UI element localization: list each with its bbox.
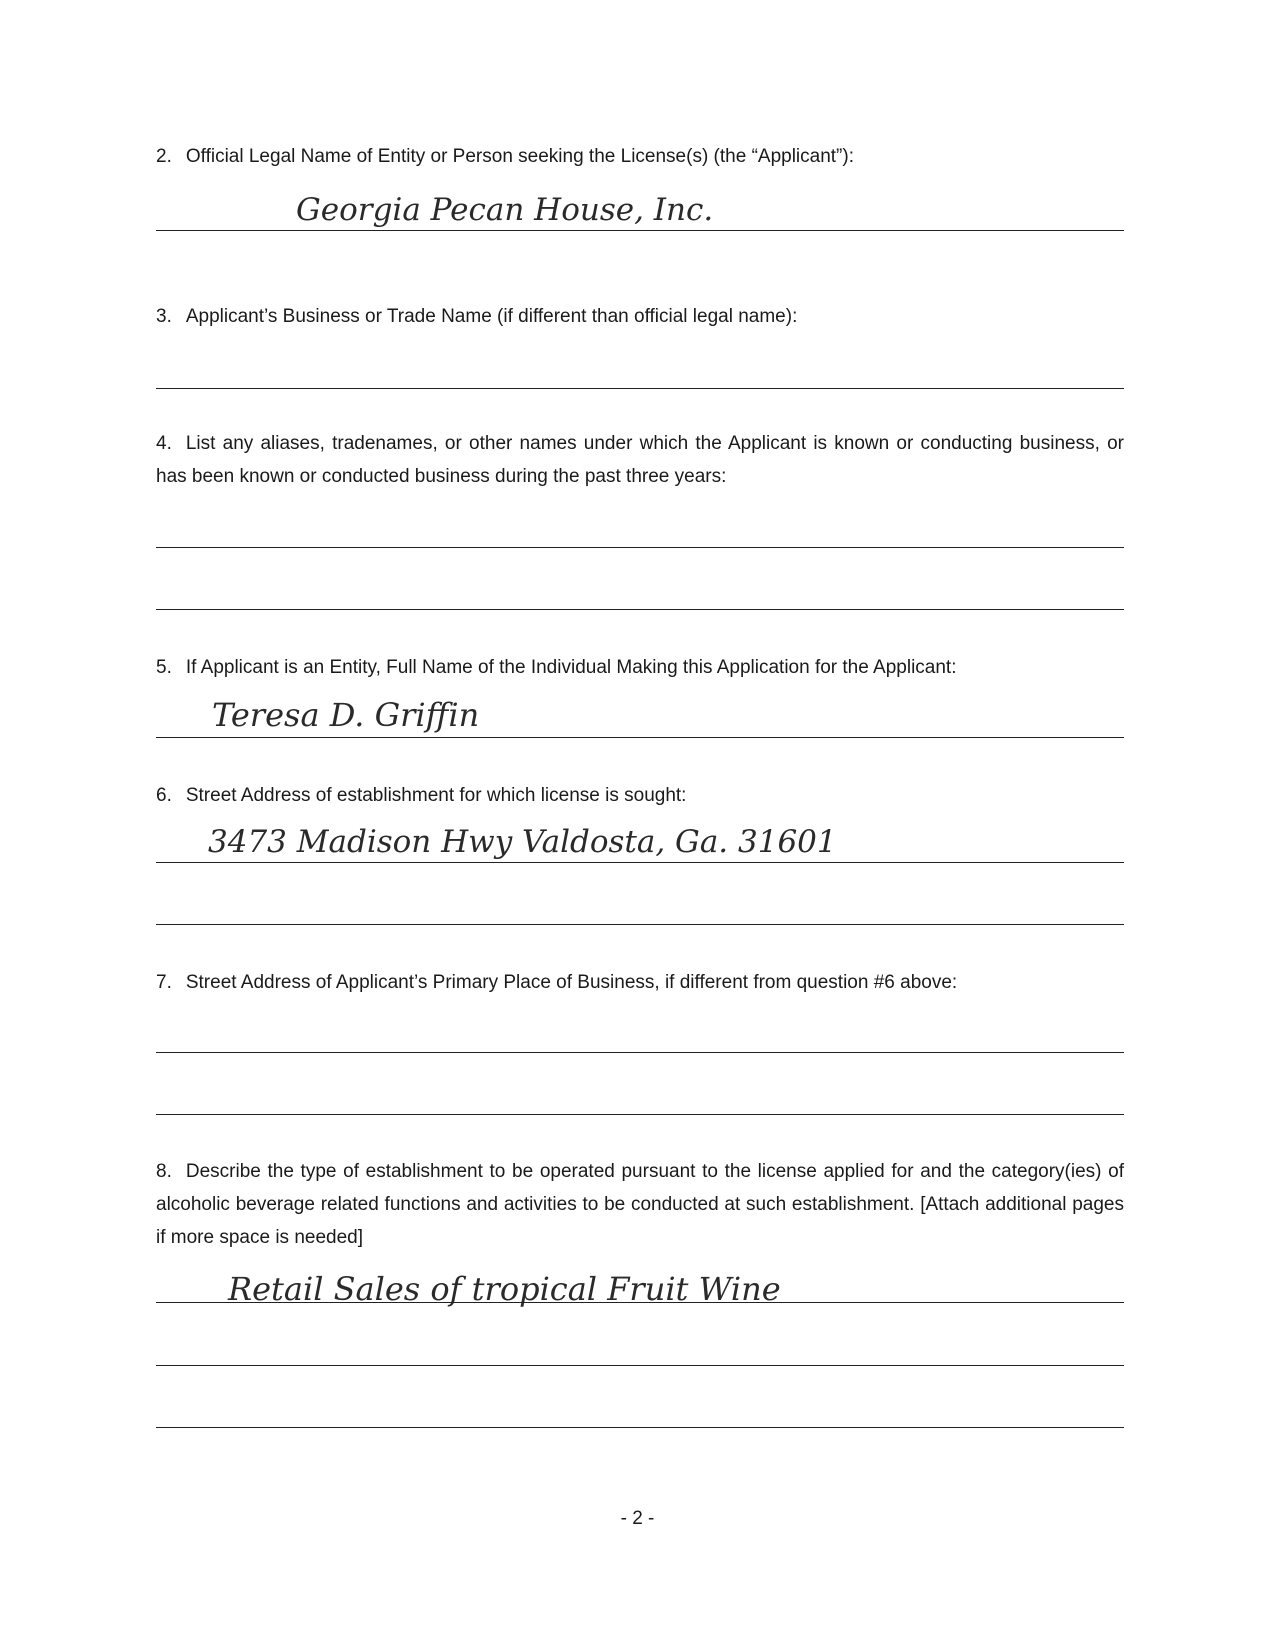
question-number: 3.: [156, 306, 172, 327]
answer-line-aliases-2[interactable]: [156, 609, 1124, 610]
question-number: 8.: [156, 1161, 172, 1182]
handwritten-establishment-description: Retail Sales of tropical Fruit Wine: [228, 1270, 781, 1308]
question-number: 7.: [156, 972, 172, 993]
answer-line-primary-business-1[interactable]: [156, 1052, 1124, 1053]
question-2: [156, 140, 1124, 173]
answer-line-aliases-1[interactable]: [156, 547, 1124, 548]
question-text: Street Address of establishment for which license is sought:: [185, 785, 687, 806]
answer-line-legal-name[interactable]: [156, 230, 1124, 231]
page-number: - 2 -: [620, 1508, 655, 1529]
handwritten-individual-name: Teresa D. Griffin: [212, 696, 480, 734]
question-text: If Applicant is an Entity, Full Name of the Individual Making this Application for the Applicant:: [185, 657, 957, 678]
question-text: List any aliases, tradenames, or other names under which the Applicant is known or conducting business, or has been known or conducted business during the past three years:: [156, 433, 1124, 487]
question-8: [156, 1155, 1124, 1254]
question-4: [156, 427, 1124, 493]
answer-line-individual-name[interactable]: [156, 737, 1124, 738]
answer-line-trade-name[interactable]: [156, 388, 1124, 389]
handwritten-street-address: 3473 Madison Hwy Valdosta, Ga. 31601: [208, 824, 837, 860]
question-text: Describe the type of establishment to be operated pursuant to the license applied for and the category(ies) of alcoholic beverage related functions and activities to be conducted at such establishment. [Attach additional pages if more space is needed]: [156, 1161, 1124, 1248]
answer-line-street-address-1[interactable]: [156, 862, 1124, 863]
answer-line-description-1[interactable]: [156, 1302, 1124, 1303]
question-7: [156, 966, 1124, 999]
question-5: [156, 651, 1124, 684]
question-number: 2.: [156, 146, 172, 167]
answer-line-description-2[interactable]: [156, 1365, 1124, 1366]
answer-line-description-3[interactable]: [156, 1427, 1124, 1428]
answer-line-primary-business-2[interactable]: [156, 1114, 1124, 1115]
question-3: [156, 300, 1124, 333]
question-text: Official Legal Name of Entity or Person seeking the License(s) (the “Applicant”):: [185, 146, 854, 167]
handwritten-legal-name: Georgia Pecan House, Inc.: [296, 192, 714, 228]
question-number: 5.: [156, 657, 172, 678]
answer-line-street-address-2[interactable]: [156, 924, 1124, 925]
question-number: 6.: [156, 785, 172, 806]
question-text: Street Address of Applicant’s Primary Place of Business, if different from question #6 above:: [185, 972, 958, 993]
question-number: 4.: [156, 433, 172, 454]
question-text: Applicant’s Business or Trade Name (if different than official legal name):: [185, 306, 798, 327]
question-6: [156, 779, 1124, 812]
